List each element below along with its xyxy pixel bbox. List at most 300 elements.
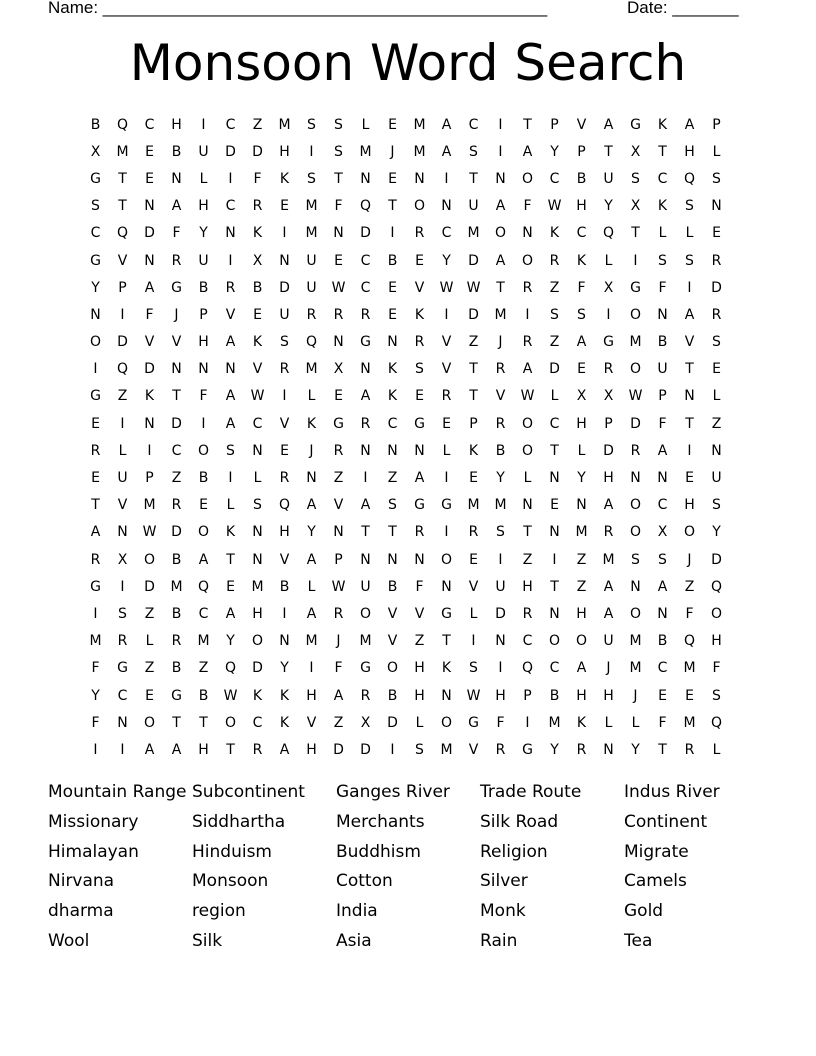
grid-letter: D <box>711 551 722 568</box>
grid-letter: L <box>442 442 451 459</box>
grid-letter: A <box>225 334 236 351</box>
grid-letter: N <box>549 470 560 487</box>
grid-letter: N <box>144 415 155 432</box>
grid-letter: Y <box>307 524 316 541</box>
grid-row <box>82 138 730 165</box>
grid-letter: C <box>90 225 101 242</box>
grid-letter: C <box>225 198 236 215</box>
grid-letter: E <box>712 361 721 378</box>
grid-letter: S <box>469 143 478 160</box>
grid-letter: I <box>606 306 611 323</box>
grid-row <box>82 329 730 356</box>
grid-letter: B <box>549 687 560 704</box>
grid-letter: A <box>495 198 506 215</box>
grid-letter: M <box>305 361 318 378</box>
grid-letter: Q <box>602 225 615 242</box>
grid-letter: F <box>334 198 343 215</box>
grid-letter: C <box>468 116 479 133</box>
grid-letter: D <box>252 660 263 677</box>
grid-letter: K <box>657 198 668 215</box>
grid-letter: B <box>279 578 290 595</box>
grid-letter: M <box>683 714 696 731</box>
grid-letter: H <box>252 605 263 622</box>
grid-letter: N <box>603 741 614 758</box>
word-list-item: Nirvana <box>48 871 115 892</box>
grid-letter: U <box>306 252 317 269</box>
grid-letter: J <box>174 306 179 323</box>
grid-letter: I <box>120 741 125 758</box>
grid-letter: K <box>279 687 290 704</box>
grid-letter: Z <box>333 714 344 731</box>
grid-letter: B <box>198 687 209 704</box>
grid-letter: K <box>576 714 587 731</box>
grid-letter: E <box>577 361 586 378</box>
grid-letter: T <box>469 361 478 378</box>
grid-letter: V <box>387 633 398 650</box>
grid-row <box>82 628 730 655</box>
grid-letter: X <box>333 361 344 378</box>
grid-letter: S <box>631 551 640 568</box>
grid-letter: N <box>90 306 101 323</box>
grid-letter: V <box>495 388 506 405</box>
grid-letter: G <box>630 279 641 296</box>
grid-letter: J <box>309 442 314 459</box>
grid-letter: R <box>468 524 479 541</box>
grid-letter: D <box>468 306 479 323</box>
grid-letter: A <box>414 470 425 487</box>
grid-letter: Y <box>199 225 208 242</box>
grid-letter: O <box>629 524 642 541</box>
grid-letter: Z <box>468 334 479 351</box>
grid-letter: P <box>118 279 127 296</box>
grid-letter: I <box>498 116 503 133</box>
grid-letter: H <box>306 741 317 758</box>
grid-letter: T <box>361 524 370 541</box>
grid-letter: B <box>171 551 182 568</box>
grid-letter: K <box>252 334 263 351</box>
word-list-item: Migrate <box>624 841 689 862</box>
grid-letter: R <box>279 361 290 378</box>
grid-letter: H <box>684 497 695 514</box>
grid-letter: D <box>495 605 506 622</box>
grid-letter: A <box>171 198 182 215</box>
grid-letter: L <box>118 442 127 459</box>
grid-letter: K <box>225 524 236 541</box>
grid-letter: I <box>282 605 287 622</box>
grid-letter: R <box>360 687 371 704</box>
grid-letter: B <box>171 605 182 622</box>
grid-letter: H <box>711 633 722 650</box>
grid-letter: G <box>414 415 425 432</box>
grid-letter: N <box>306 470 317 487</box>
grid-letter: Z <box>414 633 425 650</box>
grid-letter: I <box>228 470 233 487</box>
grid-letter: S <box>226 442 235 459</box>
grid-letter: M <box>116 143 129 160</box>
grid-letter: N <box>414 170 425 187</box>
grid-letter: S <box>415 361 424 378</box>
grid-letter: D <box>117 334 128 351</box>
grid-letter: K <box>144 388 155 405</box>
grid-letter: H <box>603 470 614 487</box>
grid-letter: R <box>522 334 533 351</box>
grid-letter: M <box>143 497 156 514</box>
grid-row <box>82 600 730 627</box>
grid-letter: G <box>171 687 182 704</box>
grid-letter: K <box>657 116 668 133</box>
grid-letter: L <box>604 252 613 269</box>
grid-letter: K <box>306 415 317 432</box>
grid-letter: E <box>199 497 208 514</box>
grid-letter: E <box>415 388 424 405</box>
grid-letter: R <box>495 361 506 378</box>
grid-letter: B <box>576 170 587 187</box>
grid-letter: T <box>550 442 559 459</box>
grid-letter: I <box>93 605 98 622</box>
grid-row <box>82 356 730 383</box>
grid-letter: N <box>225 225 236 242</box>
grid-letter: W <box>331 279 346 296</box>
grid-letter: V <box>225 306 236 323</box>
grid-letter: Q <box>521 660 534 677</box>
grid-letter: A <box>360 388 371 405</box>
grid-letter: N <box>171 170 182 187</box>
grid-letter: R <box>90 442 101 459</box>
grid-letter: F <box>658 415 667 432</box>
grid-letter: Z <box>144 605 155 622</box>
grid-letter: K <box>441 660 452 677</box>
grid-letter: N <box>360 442 371 459</box>
grid-letter: L <box>577 442 586 459</box>
grid-letter: L <box>550 388 559 405</box>
word-list-item: Cotton <box>336 871 393 892</box>
page-title: Monsoon Word Search <box>129 34 687 92</box>
grid-letter: J <box>336 633 341 650</box>
grid-letter: V <box>171 334 182 351</box>
grid-letter: M <box>359 143 372 160</box>
grid-letter: C <box>144 116 155 133</box>
grid-letter: R <box>252 198 263 215</box>
grid-letter: Y <box>442 252 451 269</box>
word-list-item: region <box>192 901 246 922</box>
grid-letter: E <box>145 143 154 160</box>
grid-letter: P <box>199 306 208 323</box>
grid-letter: L <box>307 578 316 595</box>
grid-letter: A <box>657 578 668 595</box>
grid-letter: Z <box>576 551 587 568</box>
grid-letter: O <box>143 714 156 731</box>
grid-letter: V <box>279 551 290 568</box>
grid-letter: N <box>576 497 587 514</box>
grid-letter: H <box>495 687 506 704</box>
grid-row <box>82 165 730 192</box>
grid-letter: B <box>171 143 182 160</box>
grid-letter: I <box>687 279 692 296</box>
grid-letter: R <box>495 415 506 432</box>
grid-letter: M <box>494 497 507 514</box>
grid-letter: D <box>144 225 155 242</box>
grid-letter: T <box>523 116 532 133</box>
grid-letter: K <box>576 252 587 269</box>
grid-letter: X <box>117 551 128 568</box>
grid-letter: M <box>440 741 453 758</box>
grid-letter: I <box>525 306 530 323</box>
grid-letter: G <box>468 714 479 731</box>
grid-letter: A <box>306 605 317 622</box>
grid-letter: P <box>469 415 478 432</box>
grid-letter: E <box>145 170 154 187</box>
grid-row <box>82 410 730 437</box>
grid-letter: N <box>117 714 128 731</box>
grid-letter: I <box>120 415 125 432</box>
grid-letter: U <box>468 198 479 215</box>
grid-letter: M <box>251 578 264 595</box>
grid-letter: Y <box>577 470 586 487</box>
grid-letter: G <box>90 252 101 269</box>
grid-letter: L <box>631 714 640 731</box>
grid-letter: S <box>658 551 667 568</box>
grid-letter: R <box>630 442 641 459</box>
grid-letter: T <box>604 143 613 160</box>
grid-letter: J <box>633 687 638 704</box>
grid-letter: R <box>684 741 695 758</box>
grid-letter: M <box>575 524 588 541</box>
grid-letter: C <box>657 660 668 677</box>
grid-letter: M <box>359 633 372 650</box>
grid-letter: E <box>334 252 343 269</box>
grid-letter: P <box>145 470 154 487</box>
grid-letter: K <box>252 687 263 704</box>
grid-letter: T <box>172 388 181 405</box>
word-list-item: Merchants <box>336 811 425 832</box>
grid-letter: C <box>549 660 560 677</box>
grid-letter: N <box>441 198 452 215</box>
grid-letter: U <box>117 470 128 487</box>
grid-letter: E <box>469 551 478 568</box>
grid-letter: I <box>93 361 98 378</box>
grid-letter: U <box>603 170 614 187</box>
grid-letter: F <box>91 714 100 731</box>
grid-letter: A <box>144 741 155 758</box>
grid-letter: S <box>712 170 721 187</box>
grid-letter: Z <box>171 470 182 487</box>
grid-letter: R <box>333 442 344 459</box>
grid-letter: N <box>117 524 128 541</box>
grid-letter: Z <box>144 660 155 677</box>
grid-letter: O <box>251 633 264 650</box>
grid-letter: T <box>523 524 532 541</box>
grid-letter: N <box>252 551 263 568</box>
grid-letter: L <box>658 225 667 242</box>
grid-letter: O <box>629 306 642 323</box>
grid-letter: Z <box>549 334 560 351</box>
grid-letter: L <box>361 116 370 133</box>
grid-letter: T <box>118 198 127 215</box>
grid-letter: N <box>495 170 506 187</box>
grid-letter: N <box>333 334 344 351</box>
grid-letter: A <box>225 605 236 622</box>
grid-letter: N <box>279 633 290 650</box>
grid-letter: I <box>444 470 449 487</box>
grid-letter: I <box>282 388 287 405</box>
grid-letter: R <box>711 306 722 323</box>
grid-row <box>82 682 730 709</box>
grid-letter: E <box>334 388 343 405</box>
grid-letter: F <box>415 578 424 595</box>
grid-letter: I <box>471 633 476 650</box>
grid-letter: G <box>360 660 371 677</box>
grid-letter: L <box>604 714 613 731</box>
grid-letter: C <box>522 633 533 650</box>
grid-letter: Q <box>683 633 696 650</box>
grid-letter: V <box>441 361 452 378</box>
word-list-item: Religion <box>480 841 548 862</box>
grid-letter: G <box>630 116 641 133</box>
grid-letter: A <box>603 578 614 595</box>
word-list-item: Gold <box>624 901 664 922</box>
grid-letter: U <box>198 143 209 160</box>
grid-letter: I <box>390 741 395 758</box>
grid-letter: F <box>577 279 586 296</box>
word-list-item: Silver <box>480 871 528 892</box>
grid-letter: E <box>685 687 694 704</box>
grid-letter: A <box>603 116 614 133</box>
grid-letter: T <box>685 361 694 378</box>
grid-letter: I <box>552 551 557 568</box>
grid-letter: A <box>279 741 290 758</box>
grid-letter: N <box>252 524 263 541</box>
grid-letter: V <box>468 741 479 758</box>
grid-letter: I <box>687 442 692 459</box>
grid-letter: J <box>498 334 503 351</box>
grid-letter: F <box>145 306 154 323</box>
date-field: Date: _______ <box>627 0 739 17</box>
grid-letter: R <box>495 741 506 758</box>
grid-letter: T <box>550 578 559 595</box>
word-list-item: Wool <box>48 930 90 951</box>
grid-letter: E <box>226 578 235 595</box>
word-list-item: Ganges River <box>336 782 450 802</box>
grid-letter: W <box>628 388 643 405</box>
grid-letter: B <box>657 334 668 351</box>
grid-letter: B <box>387 252 398 269</box>
grid-letter: O <box>521 170 534 187</box>
word-list-item: Himalayan <box>48 841 139 862</box>
grid-letter: K <box>387 361 398 378</box>
grid-letter: S <box>253 497 262 514</box>
grid-letter: L <box>415 714 424 731</box>
grid-letter: V <box>684 334 695 351</box>
grid-letter: N <box>522 497 533 514</box>
word-list-item: Monk <box>480 901 526 922</box>
grid-letter: D <box>171 524 182 541</box>
grid-letter: F <box>91 660 100 677</box>
grid-letter: K <box>549 225 560 242</box>
grid-letter: M <box>413 143 426 160</box>
grid-letter: E <box>415 252 424 269</box>
grid-letter: G <box>603 334 614 351</box>
grid-letter: O <box>521 415 534 432</box>
word-search-grid <box>82 111 730 764</box>
grid-letter: M <box>305 225 318 242</box>
grid-letter: S <box>469 660 478 677</box>
grid-letter: T <box>658 741 667 758</box>
grid-letter: G <box>414 497 425 514</box>
grid-row <box>82 193 730 220</box>
grid-letter: T <box>226 551 235 568</box>
grid-row <box>82 519 730 546</box>
grid-letter: N <box>630 578 641 595</box>
grid-letter: R <box>279 470 290 487</box>
grid-letter: O <box>629 605 642 622</box>
grid-letter: E <box>388 306 397 323</box>
grid-letter: T <box>469 388 478 405</box>
grid-letter: A <box>603 497 614 514</box>
grid-letter: D <box>387 714 398 731</box>
grid-letter: J <box>606 660 611 677</box>
grid-letter: C <box>252 714 263 731</box>
grid-letter: V <box>252 361 263 378</box>
name-field: Name: _______________________________________________ <box>48 0 548 17</box>
grid-letter: R <box>603 524 614 541</box>
grid-letter: A <box>522 361 533 378</box>
grid-letter: I <box>228 252 233 269</box>
grid-letter: G <box>117 660 128 677</box>
grid-letter: A <box>576 660 587 677</box>
grid-letter: Y <box>712 524 721 541</box>
grid-letter: A <box>441 116 452 133</box>
grid-letter: O <box>359 605 372 622</box>
grid-letter: H <box>171 116 182 133</box>
grid-letter: P <box>658 388 667 405</box>
grid-letter: E <box>145 687 154 704</box>
grid-letter: O <box>629 497 642 514</box>
grid-letter: G <box>90 388 101 405</box>
grid-letter: Z <box>684 578 695 595</box>
grid-letter: A <box>495 252 506 269</box>
grid-letter: U <box>711 470 722 487</box>
grid-row <box>82 492 730 519</box>
grid-letter: X <box>630 143 641 160</box>
grid-letter: B <box>198 470 209 487</box>
grid-letter: L <box>253 470 262 487</box>
grid-letter: C <box>198 605 209 622</box>
grid-letter: W <box>466 687 481 704</box>
grid-letter: F <box>658 279 667 296</box>
grid-letter: X <box>252 252 263 269</box>
grid-letter: E <box>388 279 397 296</box>
grid-letter: I <box>363 470 368 487</box>
grid-letter: I <box>147 442 152 459</box>
grid-letter: D <box>711 279 722 296</box>
grid-letter: E <box>658 687 667 704</box>
grid-letter: D <box>171 415 182 432</box>
grid-letter: N <box>360 170 371 187</box>
grid-row <box>82 655 730 682</box>
grid-letter: I <box>309 660 314 677</box>
grid-letter: Q <box>683 170 696 187</box>
grid-letter: N <box>387 334 398 351</box>
grid-letter: Y <box>604 198 613 215</box>
grid-letter: A <box>144 279 155 296</box>
grid-letter: K <box>279 714 290 731</box>
grid-letter: E <box>442 415 451 432</box>
grid-letter: M <box>305 198 318 215</box>
grid-letter: N <box>279 252 290 269</box>
grid-letter: M <box>413 116 426 133</box>
grid-letter: M <box>629 660 642 677</box>
grid-letter: D <box>279 279 290 296</box>
